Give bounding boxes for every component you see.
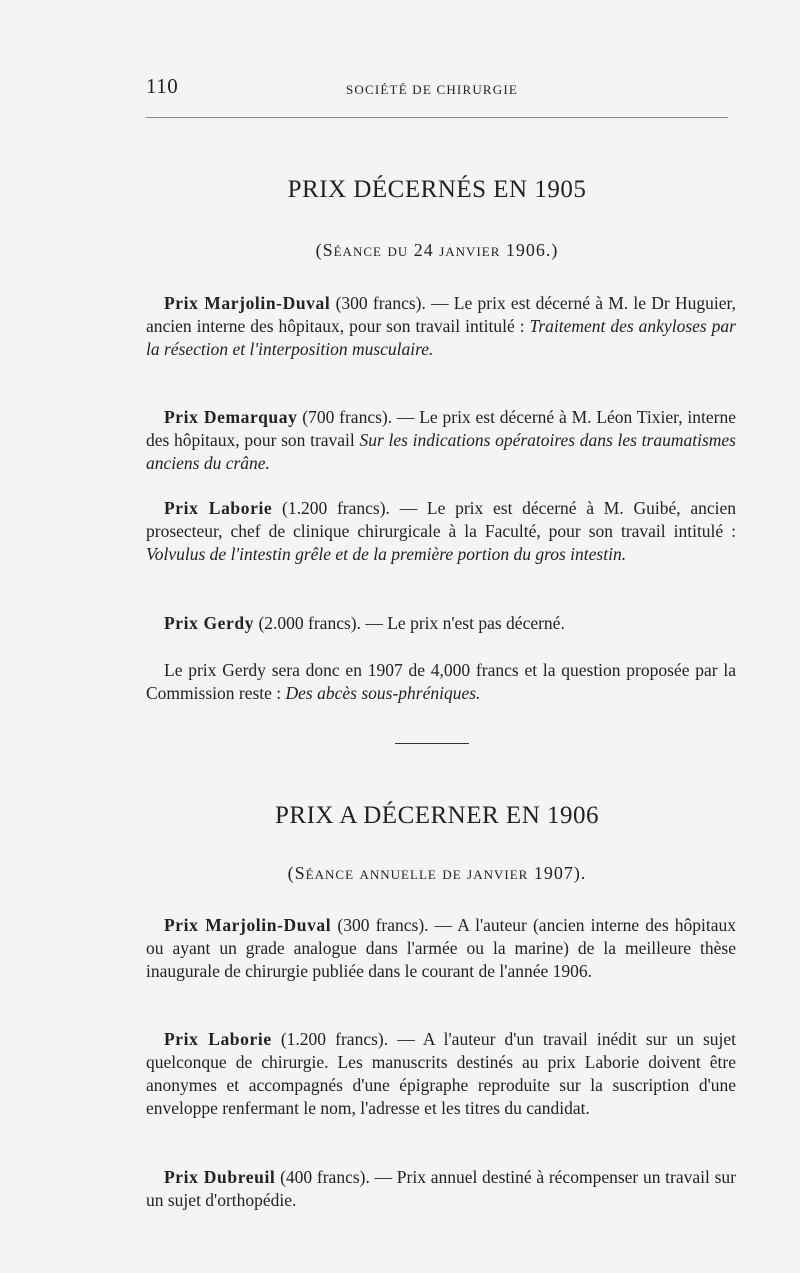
prize-name: Prix Gerdy — [164, 613, 255, 633]
prize-paragraph-laborie-1905 — [146, 497, 736, 566]
prize-text: (1.200 francs). — Le prix est décerné à M. Guibé, ancien prosecteur, chef de clinique chirurgicale à la Faculté, pour son travail intitulé : — [146, 498, 736, 541]
running-head: SOCIÉTÉ DE CHIRURGIE — [346, 82, 519, 97]
prize-name: Prix Marjolin-Duval — [164, 915, 332, 935]
prize-paragraph-demarquay-1905 — [146, 406, 736, 475]
prize-name: Prix Laborie — [164, 498, 273, 518]
prize-text: (300 francs). — Le prix est décerné à M. le Dr Huguier, ancien interne des hôpitaux, pour son travail intitulé : — [146, 293, 736, 336]
prize-name: Prix Demarquay — [164, 407, 298, 427]
work-title: Volvulus de l'intestin grêle et de la première portion du gros intestin. — [146, 544, 627, 564]
work-title: Des abcès sous-phréniques. — [285, 683, 481, 703]
page-number: 110 — [146, 74, 179, 98]
page-header — [146, 74, 728, 104]
section-divider — [395, 743, 469, 744]
prize-paragraph-marjolin-duval-1905 — [146, 292, 736, 361]
session-date-1905: (Séance du 24 janvier 1906.) — [315, 240, 559, 260]
prize-name: Prix Marjolin-Duval — [164, 293, 331, 313]
prize-text: (300 francs). — A l'auteur (ancien interne des hôpitaux ou ayant un grade analogue dans l'armée ou la marine) de la meilleure thèse inaugurale de chirurgie publiée dans le courant de l'année 1906. — [146, 915, 736, 981]
prize-text: (1.200 francs). — A l'auteur d'un travail inédit sur un sujet quelconque de chirurgie. Les manuscrits destinés au prix Laborie doivent être anonymes et accompagnés d'une épigraphe reproduite sur la suscription d'une enveloppe renfermant le nom, l'adresse et les titres du candidat. — [146, 1029, 737, 1118]
header-rule — [146, 117, 728, 118]
session-date-1906: (Séance annuelle de janvier 1907). — [287, 863, 587, 883]
prize-paragraph-gerdy-1905 — [146, 612, 736, 635]
prize-paragraph-laborie-1906 — [146, 1028, 736, 1120]
work-title: Sur les indications opératoires dans les traumatismes anciens du crâne. — [146, 430, 736, 473]
note-text: Le prix Gerdy sera donc en 1907 de 4,000 francs et la question proposée par la Commission reste : — [146, 660, 736, 703]
work-title: Traitement des ankyloses par la résection et l'interposition musculaire. — [146, 316, 736, 359]
prize-paragraph-dubreuil-1906 — [146, 1166, 736, 1212]
section-title-1905: PRIX DÉCERNÉS EN 1905 — [287, 176, 587, 203]
section-title-1906: PRIX A DÉCERNER EN 1906 — [274, 802, 600, 829]
prize-text: (2.000 francs). — Le prix n'est pas décerné. — [254, 613, 565, 633]
prize-name: Prix Dubreuil — [164, 1167, 276, 1187]
prize-text: (400 francs). — Prix annuel destiné à récompenser un travail sur un sujet d'orthopédie. — [146, 1167, 736, 1210]
prize-paragraph-marjolin-duval-1906 — [146, 914, 736, 983]
prize-name: Prix Laborie — [164, 1029, 272, 1049]
gerdy-note-paragraph — [146, 659, 736, 705]
prize-text: (700 francs). — Le prix est décerné à M. Léon Tixier, interne des hôpitaux, pour son travail — [146, 407, 736, 450]
